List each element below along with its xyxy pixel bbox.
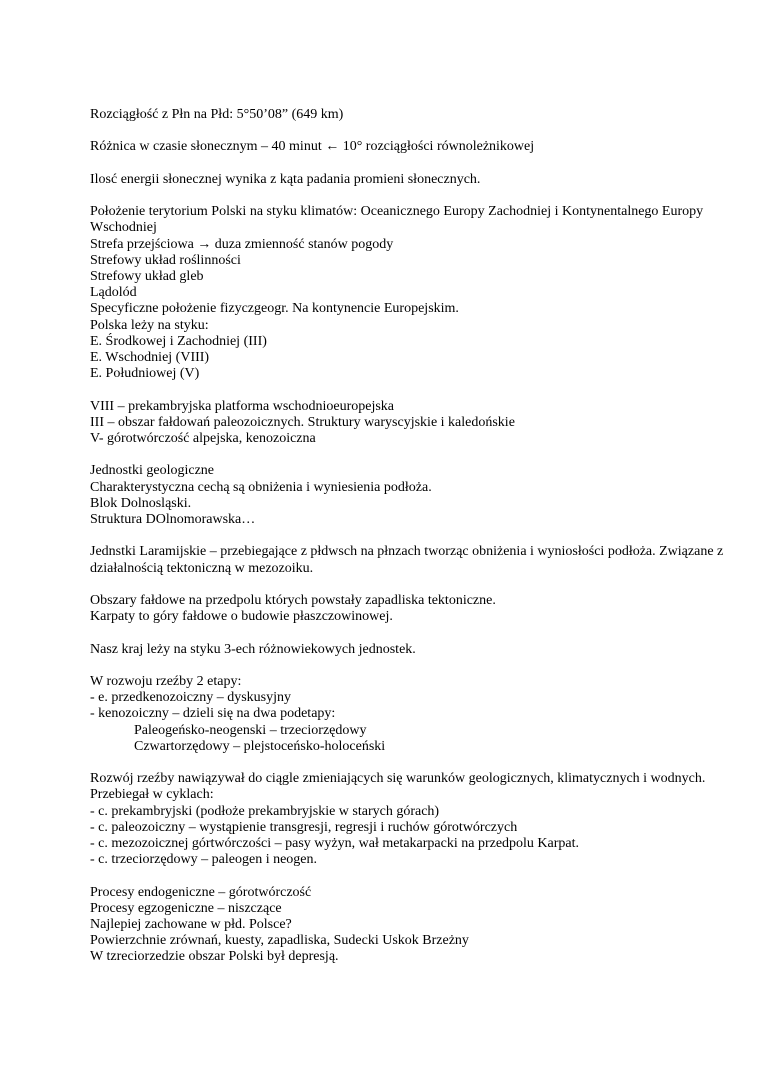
text-line: Strefa przejściowa → duza zmienność stanów pogody (90, 236, 394, 252)
text-line: Strefowy układ gleb (90, 268, 204, 284)
paragraph-gap (90, 123, 730, 139)
text-line: Polska leży na styku: (90, 317, 209, 333)
text-line: Położenie terytorium Polski na styku klimatów: Oceanicznego Europy Zachodniej i Kontynentalnego Europy Wschodniej (90, 204, 704, 236)
paragraph-gap (90, 577, 730, 593)
text-line: - c. mezozoicznej górtwórczości – pasy wyżyn, wał metakarpacki na przedpolu Karpat. (90, 835, 580, 851)
paragraph-gap (90, 868, 730, 884)
text-line: Różnica w czasie słonecznym – 40 minut ← 10° rozciągłości równoleżnikowej (90, 139, 535, 155)
text-line: E. Wschodniej (VIII) (90, 350, 210, 365)
text-line: Specyficzne położenie fizyczgeogr. Na kontynencie Europejskim. (90, 301, 459, 317)
paragraph-gap (90, 447, 730, 463)
text-line-indented: Czwartorzędowy – plejstoceńsko-holoceński (134, 738, 386, 754)
text-line: Jednstki Laramijskie – przebiegające z płdwsch na płnzach tworząc obniżenia i wyniosłości podłoża. Związane z działalnością tektoniczną w mezozoiku. (90, 544, 724, 576)
text-line: Rozciągłość z Płn na Płd: 5°50’08” (649 km) (90, 107, 344, 122)
text-line: Jednostki geologiczne (90, 463, 215, 479)
text-line: VIII – prekambryjska platforma wschodnioeuropejska (90, 398, 395, 414)
text-line: Nasz kraj leży na styku 3-ech różnowiekowych jednostek. (90, 641, 416, 657)
paragraph-gap (90, 156, 730, 172)
text-line: Procesy endogeniczne – górotwórczość (90, 884, 312, 900)
text-line: - c. trzeciorzędowy – paleogen i neogen. (90, 852, 318, 868)
text-line: III – obszar fałdowań paleozoicznych. Struktury waryscyjskie i kaledońskie (90, 414, 515, 430)
text-line: W rozwoju rzeźby 2 etapy: (90, 673, 242, 689)
text-line: Powierzchnie zrównań, kuesty, zapadliska, Sudecki Uskok Brzeżny (90, 933, 469, 949)
text-line: Rozwój rzeźby nawiązywał do ciągle zmieniających się warunków geologicznych, klimatycznych i wodnych. (90, 771, 706, 787)
text-line: Charakterystyczna cechą są obniżenia i wyniesienia podłoża. (90, 479, 432, 495)
text-line: - c. prekambryjski (podłoże prekambryjskie w starych górach) (90, 803, 440, 819)
paragraph-gap (90, 755, 730, 771)
text-line: - kenozoiczny – dzieli się na dwa podetapy: (90, 706, 336, 722)
text-line: Przebiegał w cyklach: (90, 787, 214, 803)
text-line: Blok Dolnosląski. (90, 495, 192, 511)
text-line: Lądolód (90, 285, 137, 301)
paragraph-gap (90, 382, 730, 398)
paragraph-gap (90, 528, 730, 544)
text-line: E. Południowej (V) (90, 366, 200, 382)
text-line: Najlepiej zachowane w płd. Polsce? (90, 916, 292, 932)
paragraph-gap (90, 188, 730, 204)
text-line: - e. przedkenozoiczny – dyskusyjny (90, 690, 291, 706)
text-line: Procesy egzogeniczne – niszczące (90, 900, 282, 916)
text-line: W tzreciorzedzie obszar Polski był depresją. (90, 949, 339, 965)
text-line: Strefowy układ roślinności (90, 252, 241, 268)
document-page (90, 107, 730, 966)
paragraph-gap (90, 625, 730, 641)
text-line: - c. paleozoiczny – wystąpienie transgresji, regresji i ruchów górotwórczych (90, 819, 518, 835)
text-line-indented: Paleogeńsko-neogenski – trzeciorzędowy (134, 722, 367, 738)
text-line: Ilosć energii słonecznej wynika z kąta padania promieni słonecznych. (90, 171, 481, 187)
paragraph-gap (90, 658, 730, 674)
text-line: Karpaty to góry fałdowe o budowie płaszczowinowej. (90, 609, 393, 625)
text-line: V- górotwórczość alpejska, kenozoiczna (90, 431, 316, 446)
text-line: E. Środkowej i Zachodniej (III) (90, 333, 267, 349)
text-line: Struktura DOlnomorawska… (90, 512, 256, 527)
text-line: Obszary fałdowe na przedpolu których powstały zapadliska tektoniczne. (90, 592, 496, 608)
